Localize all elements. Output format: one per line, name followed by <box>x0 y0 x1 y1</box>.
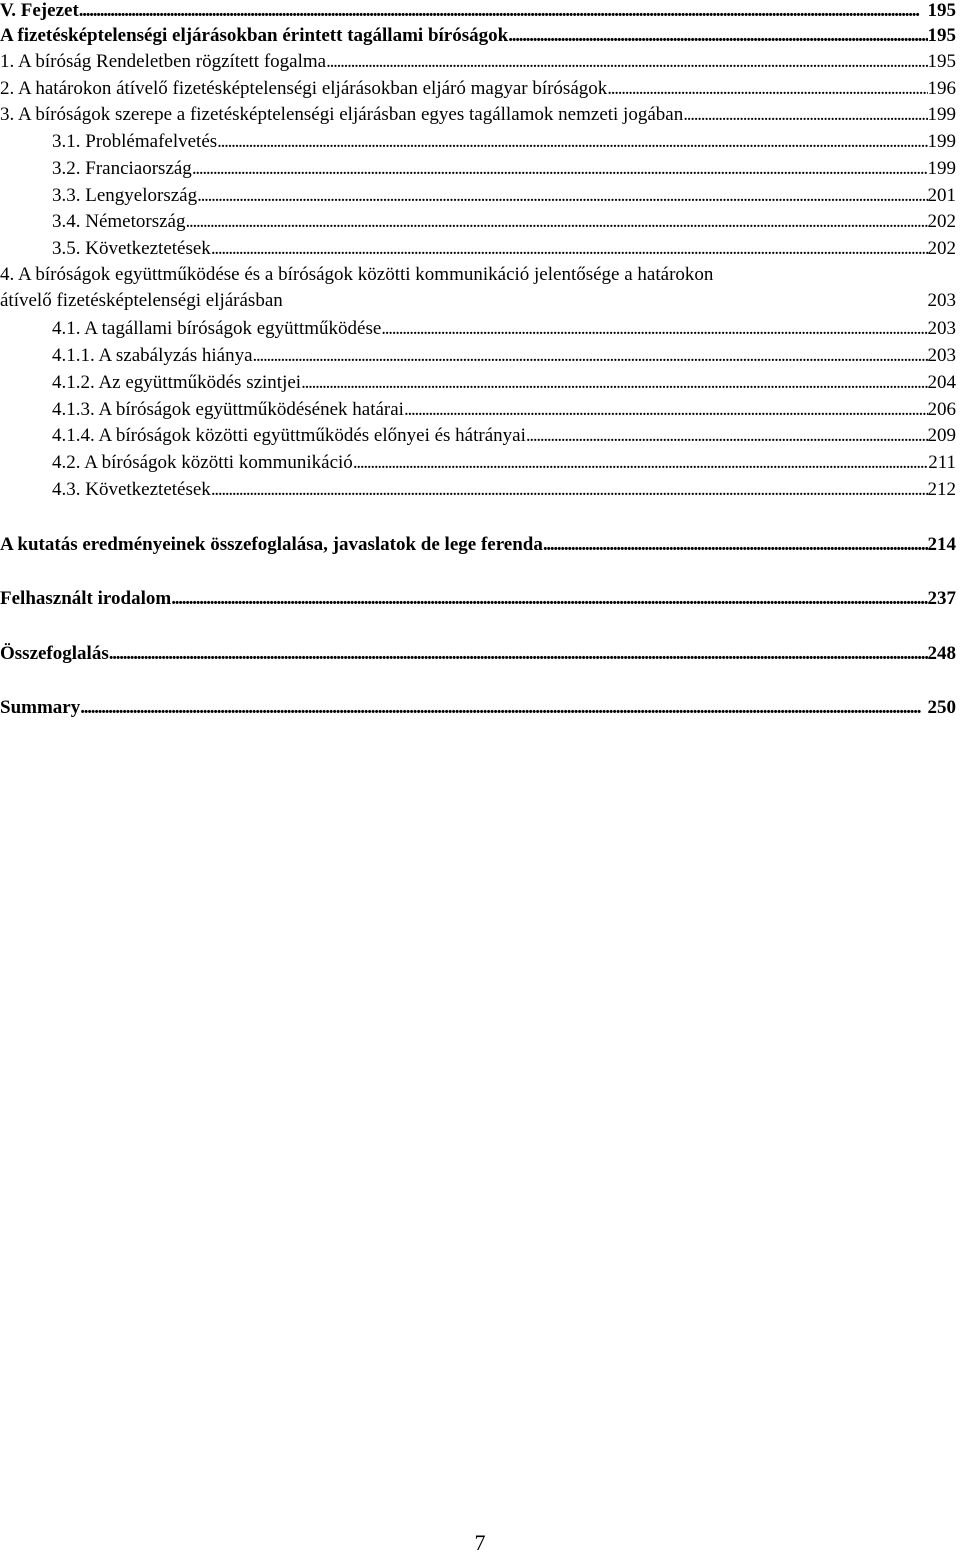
toc-entry-title: A kutatás eredményeinek összefoglalása, javaslatok de lege ferenda <box>0 534 543 555</box>
toc-entry[interactable] <box>0 25 956 47</box>
dot-leader <box>301 372 927 394</box>
dot-leader <box>353 452 928 474</box>
toc-entry-title: Summary <box>0 697 81 718</box>
toc-entry[interactable] <box>0 588 956 610</box>
dot-leader <box>79 0 928 22</box>
toc-entry[interactable] <box>0 372 956 394</box>
toc-entry-title: V. Fejezet <box>0 0 79 21</box>
toc-entry-page: 203 <box>927 345 956 366</box>
toc-entry-page: 248 <box>927 643 956 664</box>
dot-leader <box>80 697 927 719</box>
toc-entry[interactable] <box>0 534 956 556</box>
toc-entry[interactable] <box>0 697 956 719</box>
dot-leader <box>326 51 927 73</box>
toc-entry-title: 3.3. Lengyelország <box>52 185 198 206</box>
toc-entry-page: 212 <box>927 479 956 500</box>
dot-leader <box>683 104 927 126</box>
toc-entry[interactable] <box>0 158 956 180</box>
toc-entry-title: 4.3. Következtetések <box>52 479 211 500</box>
toc-entry-title: 4.2. A bíróságok közötti kommunikáció <box>52 452 353 473</box>
toc-entry-title: 4.1.2. Az együttműködés szintjei <box>52 372 302 393</box>
dot-leader <box>404 399 928 421</box>
dot-leader <box>526 425 928 447</box>
toc-entry-page: 199 <box>927 158 956 179</box>
toc-entry-title: 4.1. A tagállami bíróságok együttműködése <box>52 318 382 339</box>
toc-entry-page: 214 <box>927 534 956 555</box>
toc-entry-title: 3.5. Következtetések <box>52 238 211 259</box>
page-number: 7 <box>474 1530 486 1555</box>
toc-entry-continuation <box>0 288 956 314</box>
toc-entry-page: 202 <box>927 211 956 232</box>
toc-entry[interactable] <box>0 479 956 501</box>
toc-entry-title: A fizetésképtelenségi eljárásokban érintett tagállami bíróságok <box>0 25 509 46</box>
toc-entry[interactable] <box>0 318 956 340</box>
toc-entry[interactable] <box>0 78 956 100</box>
toc-entry-title: 3.4. Németország <box>52 211 186 232</box>
toc-entry-page: 203 <box>927 290 956 311</box>
dot-leader <box>607 78 927 100</box>
toc-entry-title: 4.1.3. A bíróságok együttműködésének határai <box>52 399 404 420</box>
toc-entry-page: 195 <box>927 25 956 46</box>
toc-entry[interactable] <box>0 452 956 474</box>
toc-entry-title-continued: átívelő fizetésképtelenségi eljárásban <box>0 290 283 311</box>
dot-leader <box>508 25 927 47</box>
toc-entry-title: 4.1.1. A szabályzás hiánya <box>52 345 253 366</box>
toc-entry-title: 3.2. Franciaország <box>52 158 192 179</box>
toc-entry-title: Összefoglalás <box>0 643 109 664</box>
dot-leader <box>211 479 928 501</box>
toc-entry-page: 209 <box>927 425 956 446</box>
toc-entry-page: 206 <box>927 399 956 420</box>
toc-entry[interactable] <box>0 262 956 314</box>
dot-leader <box>543 534 928 556</box>
toc-entry-title: 3.1. Problémafelvetés <box>52 131 218 152</box>
dot-leader <box>217 131 927 153</box>
toc-entry[interactable] <box>0 238 956 260</box>
toc-entry[interactable] <box>0 211 956 233</box>
dot-leader <box>171 588 927 610</box>
dot-leader <box>109 643 928 665</box>
toc-entry-page: 211 <box>928 452 956 473</box>
dot-leader <box>185 211 927 233</box>
toc-entry-title: Felhasznált irodalom <box>0 588 172 609</box>
toc-entry[interactable] <box>0 131 956 153</box>
toc-entry-page: 195 <box>927 0 956 21</box>
dot-leader <box>253 345 928 367</box>
toc-entry-title: 4.1.4. A bíróságok közötti együttműködés előnyei és hátrányai <box>52 425 526 446</box>
toc-entry-page: 195 <box>927 51 956 72</box>
toc-entry-title: 1. A bíróság Rendeletben rögzített fogalma <box>0 51 327 72</box>
toc-entry-page: 204 <box>927 372 956 393</box>
toc-entry[interactable] <box>0 104 956 126</box>
toc-entry-page: 202 <box>927 238 956 259</box>
dot-leader <box>192 158 928 180</box>
toc-entry-page: 201 <box>927 185 956 206</box>
toc-entry[interactable] <box>0 399 956 421</box>
toc-entry-page: 237 <box>927 588 956 609</box>
toc-entry[interactable] <box>0 345 956 367</box>
toc-entry-title: 3. A bíróságok szerepe a fizetésképtelenségi eljárásban egyes tagállamok nemzeti jogában <box>0 104 684 125</box>
toc-entry[interactable] <box>0 185 956 207</box>
toc-entry[interactable] <box>0 425 956 447</box>
toc-entry-page: 203 <box>927 318 956 339</box>
toc-entry-page: 199 <box>927 104 956 125</box>
toc-entry-page: 199 <box>927 131 956 152</box>
toc-entry-title: 4. A bíróságok együttműködése és a bíróságok közötti kommunikáció jelentősége a határokon <box>0 264 714 285</box>
dot-leader <box>211 238 928 260</box>
toc-entry-title: 2. A határokon átívelő fizetésképtelenségi eljárásokban eljáró magyar bíróságok <box>0 78 608 99</box>
toc-entry-page: 250 <box>927 697 956 718</box>
toc-entry-page: 196 <box>927 78 956 99</box>
dot-leader <box>381 318 927 340</box>
toc-entry[interactable] <box>0 643 956 665</box>
toc-entry[interactable] <box>0 51 956 73</box>
dot-leader <box>197 185 927 207</box>
toc-entry[interactable] <box>0 0 956 22</box>
